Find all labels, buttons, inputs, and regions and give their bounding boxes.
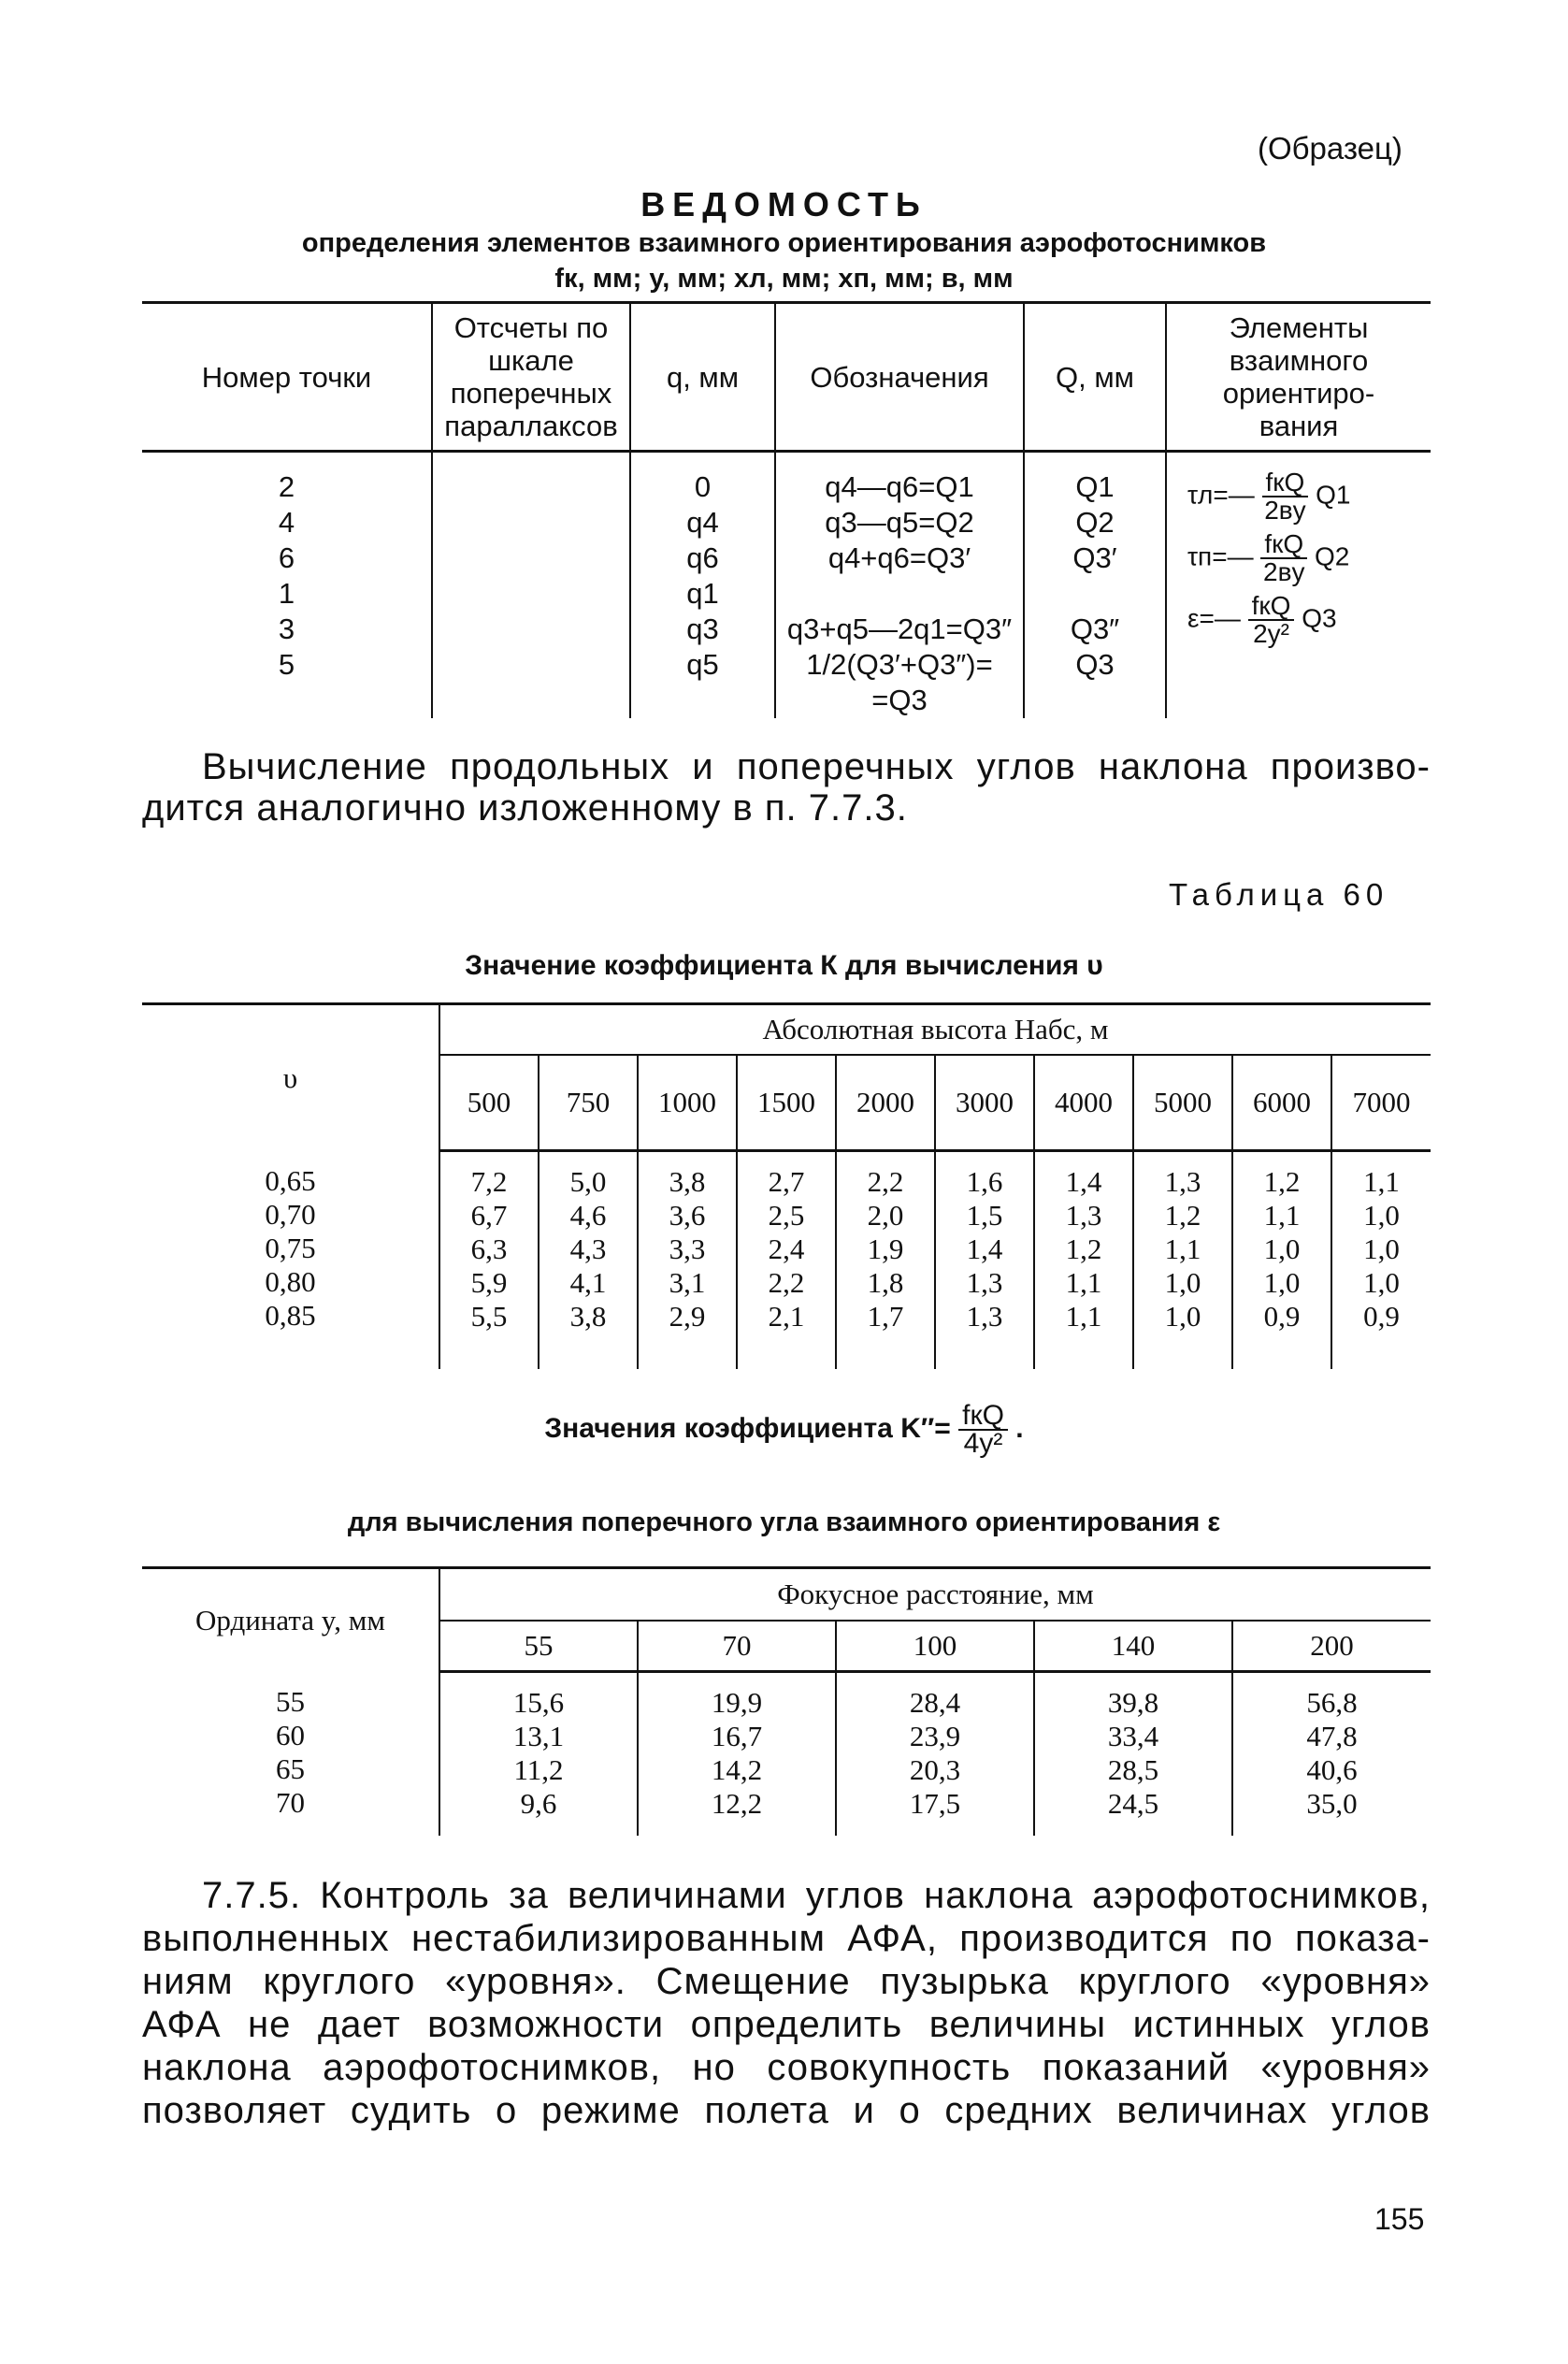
list-item: =Q3 [871, 684, 928, 716]
fraction-denominator: 2вy [1263, 557, 1305, 586]
data-column [836, 1151, 935, 1370]
table-cell: 5,5 [470, 1300, 508, 1333]
table-cell: 1,7 [867, 1300, 904, 1333]
data-column [1133, 1151, 1232, 1370]
header-height: 1500 [737, 1055, 836, 1151]
tableK-title [0, 1400, 1568, 1459]
table-cell: 2,5 [768, 1199, 805, 1232]
list-item: q3—q5=Q2 [825, 506, 974, 539]
table-cell: 3,8 [669, 1165, 706, 1198]
table-cell: 1,1 [1065, 1266, 1102, 1299]
formula-eps [1187, 593, 1431, 655]
list-item: Q3″ [1070, 613, 1120, 645]
table-cell: 1,0 [1164, 1300, 1201, 1333]
list-item: Q2 [1075, 506, 1115, 539]
list-item: q3+q5—2q1=Q3″ [786, 613, 1013, 645]
table-cell: 20,3 [909, 1753, 961, 1786]
paragraph-line: ниям круглого «уровня». Смещение пузырька круглого «уровня» [142, 1961, 1431, 2002]
v-column [142, 1151, 439, 1370]
table-cell: 47,8 [1306, 1720, 1358, 1752]
table-cell: 39,8 [1107, 1686, 1159, 1719]
data-column [539, 1151, 638, 1370]
table-cell: 1,2 [1065, 1232, 1102, 1265]
table-cell: 28,4 [909, 1686, 961, 1719]
fraction-denominator: 2y² [1253, 619, 1289, 648]
header-q: q, мм [630, 303, 775, 452]
table-cell: 55 [276, 1684, 305, 1718]
table-cell: 0,9 [1263, 1300, 1301, 1333]
fraction-numerator: fкQ [1248, 593, 1295, 621]
table-cell: 6,7 [470, 1199, 508, 1232]
data-column [1034, 1151, 1133, 1370]
paragraph-line: позволяет судить о режиме полета и о средних величинах углов [142, 2090, 1431, 2131]
data-column [439, 1151, 539, 1370]
paragraph-line: 7.7.5. Контроль за величинами углов наклона аэрофотоснимков, [202, 1875, 1431, 1916]
data-column [737, 1151, 836, 1370]
table-cell: 7,2 [470, 1165, 508, 1198]
table-cell: 1,3 [966, 1266, 1003, 1299]
sample-label: (Образец) [1258, 131, 1403, 166]
fraction-denominator: 2вy [1264, 496, 1306, 525]
header-height: 2000 [836, 1055, 935, 1151]
list-item: 3 [278, 613, 295, 645]
header-v: υ [142, 1004, 439, 1151]
fraction [1260, 531, 1307, 585]
header-absolute-height: Абсолютная высота Hабс, м [439, 1004, 1431, 1056]
table-cell: 3,6 [669, 1199, 706, 1232]
header-focal-length: Фокусное расстояние, мм [439, 1568, 1431, 1622]
table-cell: 2,2 [867, 1165, 904, 1198]
data-column [935, 1151, 1034, 1370]
list-item: 4 [278, 506, 295, 539]
data-column [1034, 1672, 1232, 1837]
elements-column [1166, 452, 1431, 719]
header-readings: Отсчеты по шкале поперечных параллаксов [432, 303, 630, 452]
designations-column [775, 452, 1024, 719]
formula-rhs: Q1 [1316, 480, 1351, 510]
fraction-numerator: fкQ [1260, 531, 1307, 559]
header-focal: 200 [1232, 1621, 1431, 1672]
table-cell: 1,0 [1363, 1199, 1400, 1232]
list-item: q4—q6=Q1 [825, 470, 974, 503]
header-height: 750 [539, 1055, 638, 1151]
table-cell: 1,0 [1164, 1266, 1201, 1299]
fraction [1262, 469, 1309, 524]
table-cell: 1,0 [1263, 1232, 1301, 1265]
tableK-title-suffix: . [1015, 1412, 1024, 1444]
table-cell: 12,2 [711, 1787, 763, 1820]
table-cell: 40,6 [1306, 1753, 1358, 1786]
fraction-numerator: fкQ [958, 1403, 1008, 1431]
table-cell: 9,6 [520, 1787, 557, 1820]
list-item: q4+q6=Q3′ [827, 541, 971, 574]
header-ordinate: Ордината y, мм [142, 1568, 439, 1672]
table60-label: Таблица 60 [1169, 877, 1389, 912]
tableK [142, 1566, 1431, 1836]
table-cell: 16,7 [711, 1720, 763, 1752]
table-cell: 2,4 [768, 1232, 805, 1265]
paragraph-line: наклона аэрофотоснимков, но совокупность показаний «уровня» [142, 2047, 1431, 2088]
header-height: 5000 [1133, 1055, 1232, 1151]
table-cell: 60 [276, 1718, 305, 1751]
table-cell: 3,1 [669, 1266, 706, 1299]
table-cell: 1,3 [1065, 1199, 1102, 1232]
header-height: 4000 [1034, 1055, 1133, 1151]
list-item: 1 [278, 577, 295, 610]
table-cell: 1,3 [966, 1300, 1003, 1333]
table-cell: 35,0 [1306, 1787, 1358, 1820]
paragraph-1 [142, 746, 1431, 829]
paragraph-line: выполненных нестабилизированным АФА, производится по показа- [142, 1918, 1431, 1959]
data-column [1232, 1672, 1431, 1837]
header-height: 1000 [638, 1055, 737, 1151]
fraction [1248, 593, 1295, 647]
header-height: 6000 [1232, 1055, 1331, 1151]
header-height: 7000 [1331, 1055, 1431, 1151]
data-column [638, 1151, 737, 1370]
table-cell: 28,5 [1107, 1753, 1159, 1786]
header-designations: Обозначения [775, 303, 1024, 452]
table-cell: 1,5 [966, 1199, 1003, 1232]
table-cell: 11,2 [513, 1753, 564, 1786]
data-column [638, 1672, 836, 1837]
table-cell: 1,4 [1065, 1165, 1102, 1198]
table-cell: 0,9 [1363, 1300, 1400, 1333]
header-height: 500 [439, 1055, 539, 1151]
table-cell: 65 [276, 1751, 305, 1785]
formula-tau-l [1187, 469, 1431, 531]
table-cell: 2,9 [669, 1300, 706, 1333]
formula-rhs: Q2 [1314, 541, 1350, 571]
fraction-denominator: 4y² [963, 1428, 1003, 1459]
header-elements: Элементы взаимного ориентиро-вания [1166, 303, 1431, 452]
tableK-subtitle: для вычисления поперечного угла взаимного ориентирования ε [347, 1507, 1221, 1537]
table-cell: 5,0 [569, 1165, 607, 1198]
table-cell: 1,6 [966, 1165, 1003, 1198]
table-cell: 0,80 [265, 1264, 316, 1298]
header-focal: 100 [836, 1621, 1034, 1672]
formula-lhs: τл=— [1187, 480, 1255, 510]
table-cell: 19,9 [711, 1686, 763, 1719]
statement-units: fк, мм; y, мм; xл, мм; xп, мм; в, мм [554, 264, 1014, 294]
statement-title: ВЕДОМОСТЬ [640, 185, 928, 223]
fraction-numerator: fкQ [1262, 469, 1309, 497]
header-height: 3000 [935, 1055, 1034, 1151]
list-item: 5 [278, 648, 295, 681]
table-cell: 15,6 [512, 1686, 565, 1719]
table-cell: 2,2 [768, 1266, 805, 1299]
table-cell: 1,1 [1065, 1300, 1102, 1333]
table-cell: 1,4 [966, 1232, 1003, 1265]
header-focal: 140 [1034, 1621, 1232, 1672]
table-cell: 1,1 [1164, 1232, 1201, 1265]
table-cell: 2,0 [867, 1199, 904, 1232]
table-cell: 1,8 [867, 1266, 904, 1299]
table-cell: 4,3 [569, 1232, 607, 1265]
formula-rhs: Q3 [1302, 603, 1337, 633]
table-cell: 0,70 [265, 1197, 316, 1231]
list-item: Q3 [1075, 648, 1115, 681]
header-focal: 70 [638, 1621, 836, 1672]
list-item: 2 [278, 470, 295, 503]
q-column [630, 452, 775, 719]
table-cell: 17,5 [909, 1787, 961, 1820]
table-cell: 1,3 [1164, 1165, 1201, 1198]
table-cell: 4,6 [569, 1199, 607, 1232]
table-cell: 4,1 [569, 1266, 607, 1299]
table-cell: 56,8 [1306, 1686, 1358, 1719]
table-cell: 1,0 [1363, 1232, 1400, 1265]
formula-tau-p [1187, 531, 1431, 593]
statement-subtitle: определения элементов взаимного ориентирования аэрофотоснимков [301, 228, 1267, 258]
table-cell: 0,65 [265, 1163, 316, 1197]
table-cell: 13,1 [512, 1720, 565, 1752]
table-cell: 33,4 [1107, 1720, 1159, 1752]
list-item: q3 [686, 613, 719, 645]
paragraph-2 [142, 1874, 1431, 2132]
table-cell: 2,7 [768, 1165, 805, 1198]
list-item [776, 576, 1023, 612]
table-cell: 1,2 [1263, 1165, 1301, 1198]
tableK-title-prefix: Значения коэффициента K″= [544, 1412, 951, 1444]
point-number-column [142, 452, 432, 719]
table-cell: 3,8 [569, 1300, 607, 1333]
list-item: q4 [686, 506, 719, 539]
table-cell: 6,3 [470, 1232, 508, 1265]
list-item: Q3′ [1072, 541, 1117, 574]
table-cell: 1,2 [1164, 1199, 1201, 1232]
ordinate-column [142, 1672, 439, 1837]
table60 [142, 1002, 1431, 1369]
list-item: q5 [686, 648, 719, 681]
list-item: q1 [686, 577, 719, 610]
table-cell: 1,0 [1363, 1266, 1400, 1299]
paragraph-line: АФА не дает возможности определить величины истинных углов [142, 2004, 1431, 2045]
page-number: 155 [1374, 2202, 1425, 2236]
readings-column [432, 452, 630, 719]
list-item: q6 [686, 541, 719, 574]
table-cell: 14,2 [711, 1753, 763, 1786]
table-cell: 3,3 [669, 1232, 706, 1265]
table60-title: Значение коэффициента К для вычисления υ [465, 950, 1103, 981]
table-cell: 0,85 [265, 1298, 316, 1332]
tableK-formula [958, 1400, 1008, 1459]
Q-column [1024, 452, 1166, 719]
table-cell: 1,1 [1263, 1199, 1301, 1232]
header-focal: 55 [439, 1621, 638, 1672]
table-cell: 1,1 [1363, 1165, 1400, 1198]
data-column [1232, 1151, 1331, 1370]
paragraph-line: Вычисление продольных и поперечных углов наклона произво- [202, 746, 1431, 787]
table-cell: 0,75 [265, 1231, 316, 1264]
list-item: Q1 [1075, 470, 1115, 503]
table-cell: 24,5 [1107, 1787, 1159, 1820]
formula-lhs: τп=— [1187, 541, 1254, 571]
table-cell: 2,1 [768, 1300, 805, 1333]
formula-lhs: ε=— [1187, 603, 1241, 633]
list-item: 6 [278, 541, 295, 574]
list-item: 1/2(Q3′+Q3″)= [806, 648, 993, 681]
header-point-number: Номер точки [142, 303, 432, 452]
table-cell: 23,9 [909, 1720, 961, 1752]
header-Q: Q, мм [1024, 303, 1166, 452]
data-column [439, 1672, 638, 1837]
data-column [1331, 1151, 1431, 1370]
table-cell: 1,9 [867, 1232, 904, 1265]
list-item [1025, 576, 1165, 612]
list-item: 0 [694, 470, 712, 503]
paragraph-line: дится аналогично изложенному в п. 7.7.3. [142, 787, 908, 829]
data-column [836, 1672, 1034, 1837]
table-cell: 70 [276, 1785, 305, 1819]
table-cell: 1,0 [1263, 1266, 1301, 1299]
table-cell: 5,9 [470, 1266, 508, 1299]
statement-table [142, 301, 1431, 718]
